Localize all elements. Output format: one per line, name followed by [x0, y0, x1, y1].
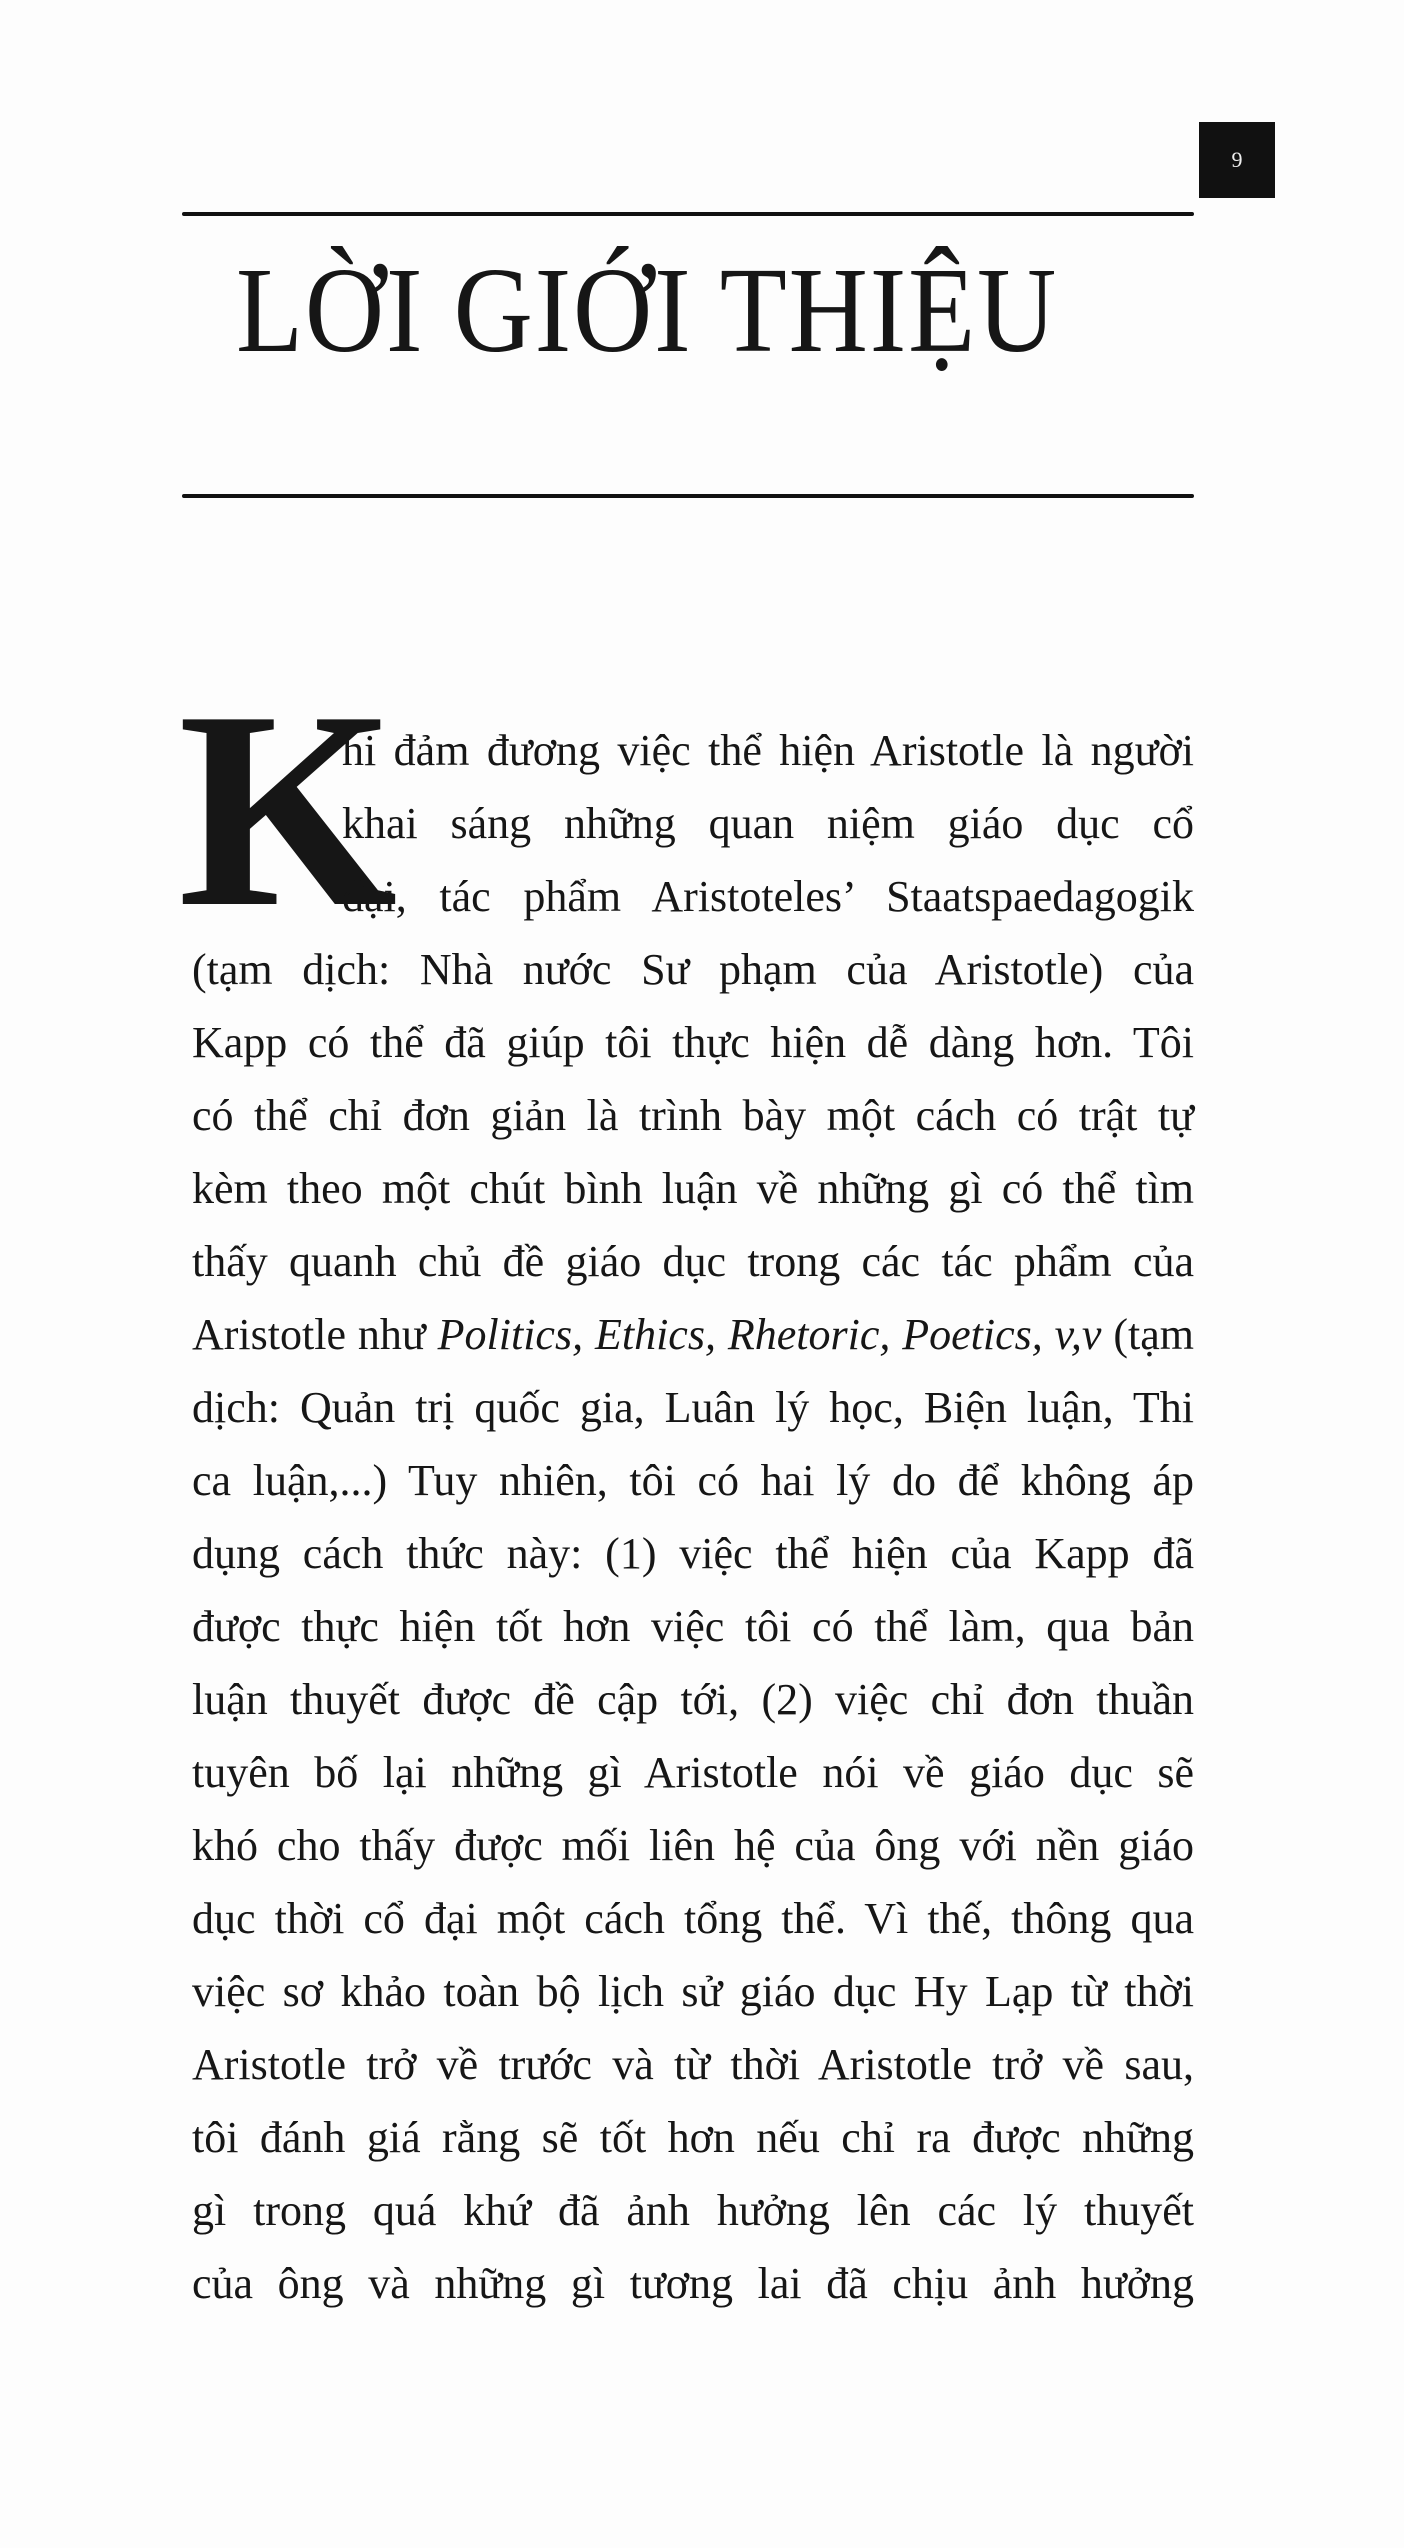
bottom-rule [182, 494, 1194, 498]
text-line: gì trong quá khứ đã ảnh hưởng lên các lý thuyết [192, 2186, 1194, 2235]
text-line: dụng cách thức này: (1) việc thể hiện của Kapp đã [192, 1529, 1194, 1578]
top-rule [182, 212, 1194, 216]
text-line: Kapp có thể đã giúp tôi thực hiện dễ dàng hơn. Tôi [192, 1018, 1194, 1067]
text-line: tuyên bố lại những gì Aristotle nói về giáo dục sẽ [192, 1748, 1194, 1797]
drop-cap: K [178, 653, 398, 965]
text-line: hi đảm đương việc thể hiện Aristotle là người [342, 726, 1194, 775]
text-segment: Aristotle như [192, 1310, 438, 1359]
text-line: thấy quanh chủ đề giáo dục trong các tác phẩm của [192, 1237, 1194, 1286]
text-line: khó cho thấy được mối liên hệ của ông với nền giáo [192, 1821, 1194, 1870]
text-line: có thể chỉ đơn giản là trình bày một cách có trật tự [192, 1091, 1194, 1140]
italic-titles: Politics, Ethics, Rhetoric, Poetics, v,v [437, 1310, 1102, 1359]
body-text [192, 714, 1194, 2320]
text-line: Aristotle trở về trước và từ thời Aristotle trở về sau, [192, 2040, 1194, 2089]
text-line: tôi đánh giá rằng sẽ tốt hơn nếu chỉ ra được những [192, 2113, 1194, 2162]
text-line: kèm theo một chút bình luận về những gì có thể tìm [192, 1164, 1194, 1213]
text-line: dịch: Quản trị quốc gia, Luân lý học, Biện luận, Thi [192, 1383, 1194, 1432]
page-number: 9 [1199, 122, 1275, 198]
text-line: khai sáng những quan niệm giáo dục cổ [342, 799, 1194, 848]
text-line: việc sơ khảo toàn bộ lịch sử giáo dục Hy Lạp từ thời [192, 1967, 1194, 2016]
text-line: luận thuyết được đề cập tới, (2) việc chỉ đơn thuần [192, 1675, 1194, 1724]
text-line: đại, tác phẩm Aristoteles’ Staatspaedagogik [342, 872, 1194, 921]
text-line [192, 1298, 1194, 1371]
text-line: được thực hiện tốt hơn việc tôi có thể làm, qua bản [192, 1602, 1194, 1651]
text-segment: (tạm [1101, 1310, 1195, 1359]
chapter-title: LỜI GIỚI THIỆU [236, 243, 1059, 378]
text-line: (tạm dịch: Nhà nước Sư phạm của Aristotle) của [192, 945, 1194, 994]
text-line: của ông và những gì tương lai đã chịu ảnh hưởng [192, 2259, 1194, 2308]
text-line: ca luận,...) Tuy nhiên, tôi có hai lý do để không áp [192, 1456, 1194, 1505]
text-line: dục thời cổ đại một cách tổng thể. Vì thế, thông qua [192, 1894, 1194, 1943]
